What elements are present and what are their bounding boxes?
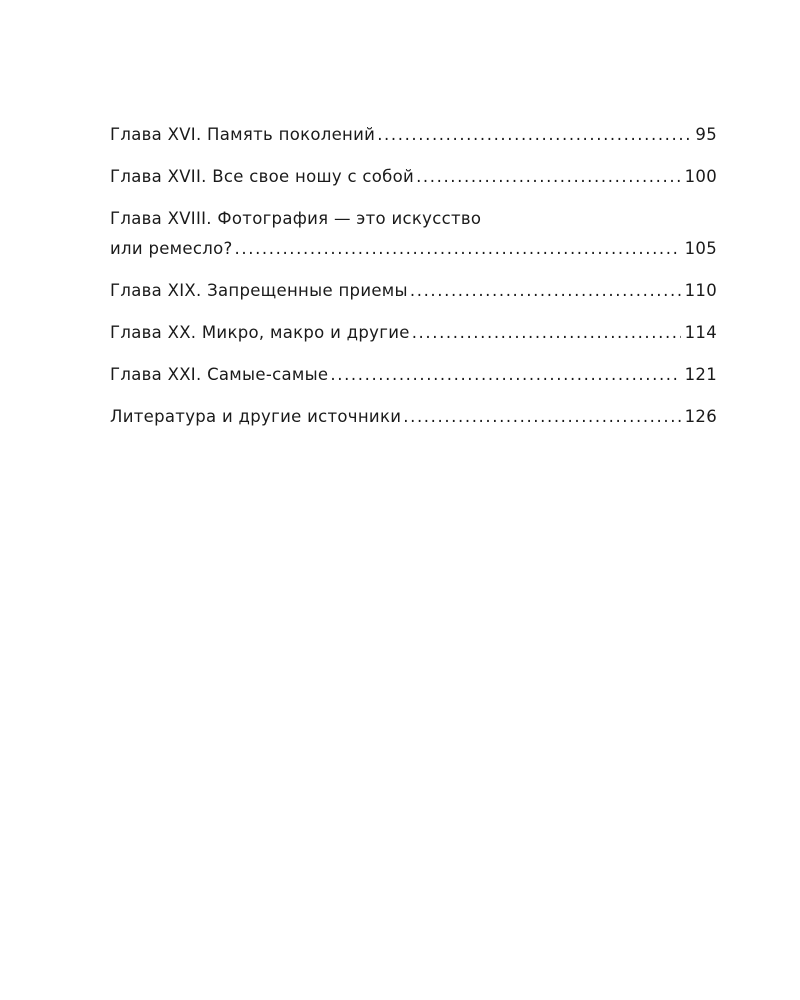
toc-entry-page-number: 105 [684, 239, 717, 258]
dot-leader [410, 276, 681, 306]
toc-entry-chapter-16 [110, 120, 717, 150]
toc-entry-title: Глава XXI. Самые-самые [110, 365, 329, 384]
toc-entry-page-number: 114 [684, 323, 717, 342]
toc-entry-chapter-19 [110, 276, 717, 306]
toc-line [110, 120, 717, 150]
dot-leader [412, 318, 681, 348]
toc-line [110, 360, 717, 390]
toc-entry-page-number: 121 [684, 365, 717, 384]
dot-leader [330, 360, 680, 390]
toc-entry-title: Литература и другие источники [110, 407, 402, 426]
toc-entry-title: Глава XX. Микро, макро и другие [110, 323, 410, 342]
toc-entry-title: Глава XIX. Запрещенные приемы [110, 281, 408, 300]
toc-entry-chapter-17 [110, 162, 717, 192]
toc-line [110, 402, 717, 432]
toc-entry-references [110, 402, 717, 432]
toc-entry-title-line-1: Глава XVIII. Фотография — это искусство [110, 209, 482, 228]
dot-leader [235, 234, 681, 264]
dot-leader [377, 120, 691, 150]
table-of-contents [110, 120, 717, 444]
toc-line [110, 276, 717, 306]
toc-entry-page-number: 126 [684, 407, 717, 426]
toc-line [110, 162, 717, 192]
dot-leader [403, 402, 680, 432]
toc-line [110, 318, 717, 348]
toc-entry-title: Глава XVI. Память поколений [110, 125, 376, 144]
toc-entry-page-number: 100 [684, 167, 717, 186]
toc-entry-title: Глава XVII. Все свое ношу с собой [110, 167, 415, 186]
toc-entry-page-number: 95 [695, 125, 717, 144]
toc-entry-chapter-18 [110, 204, 717, 264]
dot-leader [416, 162, 681, 192]
toc-entry-chapter-21 [110, 360, 717, 390]
toc-entry-title-line-2: или ремесло? [110, 239, 233, 258]
toc-line [110, 234, 717, 264]
toc-entry-page-number: 110 [684, 281, 717, 300]
toc-entry-chapter-20 [110, 318, 717, 348]
